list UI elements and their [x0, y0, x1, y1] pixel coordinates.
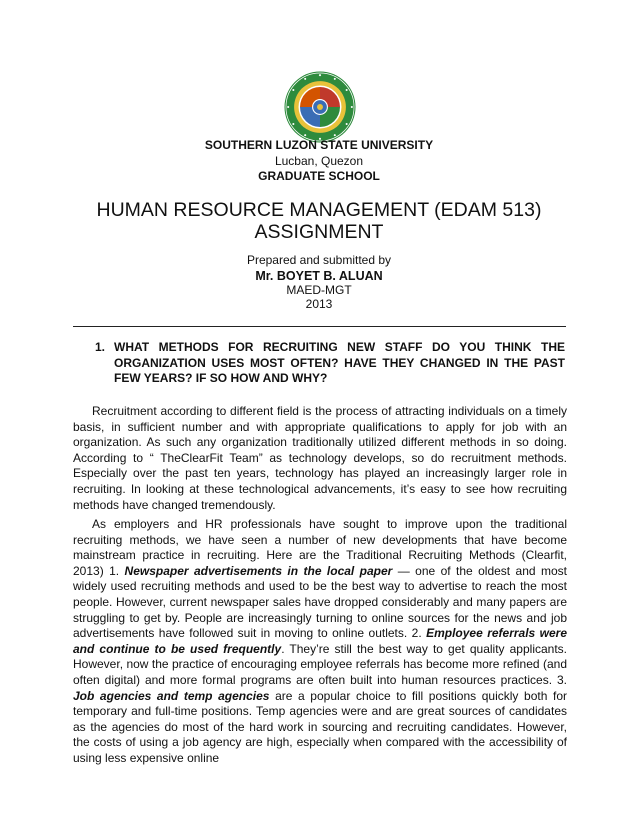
paragraph-2	[73, 517, 567, 767]
method-2-title: Employee referrals were and continue to be used frequently	[73, 626, 567, 656]
document-type: ASSIGNMENT	[254, 221, 384, 243]
university-location: Lucban, Quezon	[274, 154, 364, 168]
course-title: HUMAN RESOURCE MANAGEMENT (EDAM 513)	[96, 199, 542, 221]
method-3-title: Job agencies and temp agencies	[73, 688, 270, 703]
question-number: 1.	[95, 340, 106, 354]
method-1-text: — one of the oldest and most widely used recruiting methods and used to be the best way to advertise to reach the most people. However, current newspaper sales have dropped considerably and many papers are struggling to get by. People are increasingly turning to online sources for the news and job advertisements have followed suit in moving to online outlets. 2.	[73, 563, 567, 641]
question-text: WHAT METHODS FOR RECRUITING NEW STAFF DO YOU THINK THE ORGANIZATION USES MOST OFTEN? HAVE THEY CHANGED IN THE PAST FEW YEARS? IF SO HOW AND WHY?	[114, 340, 565, 385]
paragraph-2-intro: As employers and HR professionals have sought to improve upon the traditional recruiting methods, we have seen a number of new developments that have become mainstream practice in recruiting. Here are the Traditional Recruiting Methods (Clearfit, 2013) 1.	[73, 517, 567, 578]
prepared-by-label: Prepared and submitted by	[246, 253, 392, 267]
author-name: Mr. BOYET B. ALUAN	[255, 269, 383, 283]
program-name: MAED-MGT	[286, 283, 352, 297]
school-name: GRADUATE SCHOOL	[258, 169, 380, 183]
method-1-title: Newspaper advertisements in the local paper	[124, 563, 393, 578]
paragraph-1-text: Recruitment according to different field is the process of attracting individuals on a timely basis, in sufficient number and with appropriate qualifications to apply for job with an organization. As such any organization traditionally utilized different methods in so doing. According to “ TheClearFit Team” as technology develops, so do recruitment methods. Especially over the past ten years, technology has played an increasingly larger role in recruiting. In looking at these technological advancements, it’s easy to see how recruiting methods have changed tremendously.	[73, 404, 567, 512]
year: 2013	[305, 297, 333, 311]
paragraph-1	[73, 404, 567, 513]
horizontal-rule	[73, 326, 566, 327]
university-name: SOUTHERN LUZON STATE UNIVERSITY	[204, 138, 434, 152]
method-2-text: . They’re still the best way to get quality applicants. However, now the practice of encouraging employee referrals has become more refined (and often digital) and more formal programs are often built into human resources practices. 3.	[73, 641, 567, 687]
method-3-text: are a popular choice to fill positions quickly both for temporary and full-time positions. Temp agencies were and are great sources of candidates as the agencies do most of the hard work in sourcing and recruiting candidates. However, the costs of using a job agency are high, especially when compared with the accessibility of using less expensive online	[73, 688, 567, 765]
university-seal-icon	[283, 70, 357, 144]
question-item	[95, 340, 565, 387]
